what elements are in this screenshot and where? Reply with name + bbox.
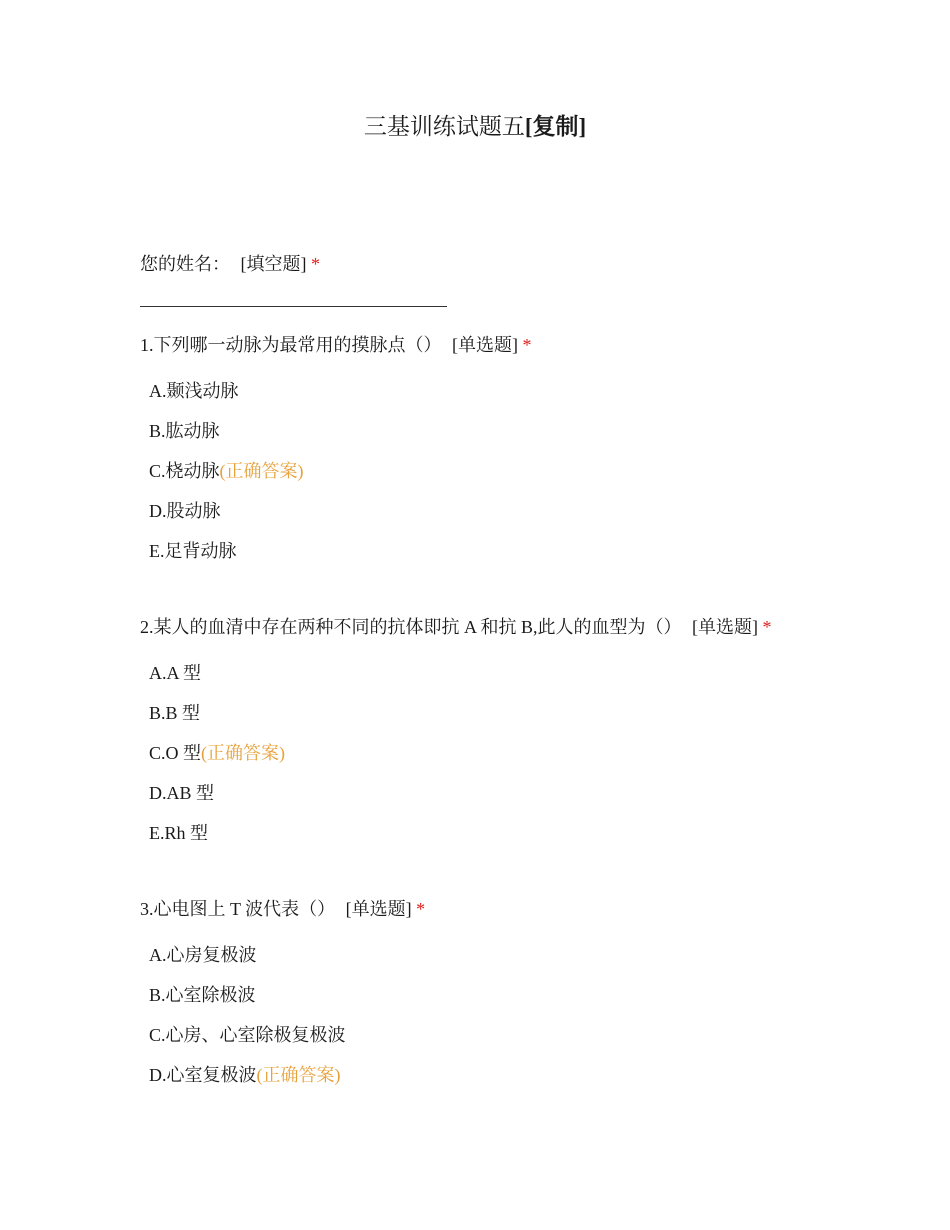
name-question (140, 252, 320, 276)
option-b[interactable] (149, 983, 346, 1023)
question-type: [单选题] (452, 335, 518, 355)
option-label: A.心房复极波 (149, 945, 257, 965)
question-text: 2.某人的血清中存在两种不同的抗体即抗 A 和抗 B,此人的血型为（） (140, 617, 682, 637)
option-label: B.肱动脉 (149, 421, 220, 441)
option-label: C.心房、心室除极复极波 (149, 1025, 346, 1045)
option-label: A.A 型 (149, 663, 202, 683)
option-label: D.股动脉 (149, 501, 221, 521)
question-3-options (149, 943, 346, 1103)
option-e[interactable] (149, 821, 285, 861)
option-label: E.足背动脉 (149, 541, 237, 561)
option-label: C.桡动脉 (149, 461, 220, 481)
required-star: * (522, 335, 532, 355)
option-label: E.Rh 型 (149, 823, 209, 843)
option-b[interactable] (149, 419, 304, 459)
correct-answer-tag: (正确答案) (201, 743, 286, 763)
correct-answer-tag: (正确答案) (219, 461, 304, 481)
question-text: 1.下列哪一动脉为最常用的摸脉点（） (140, 335, 442, 355)
correct-answer-tag: (正确答案) (256, 1065, 341, 1085)
question-2 (140, 615, 772, 639)
option-d[interactable] (149, 781, 285, 821)
required-star: * (311, 254, 320, 274)
option-a[interactable] (149, 661, 285, 701)
option-b[interactable] (149, 701, 285, 741)
question-1-options (149, 379, 304, 579)
option-d[interactable] (149, 499, 304, 539)
question-type: [单选题] (345, 899, 412, 919)
question-type: [单选题] (692, 617, 759, 637)
question-2-options (149, 661, 285, 861)
option-label: D.心室复极波 (149, 1065, 257, 1085)
option-label: B.B 型 (149, 703, 201, 723)
required-star: * (416, 899, 426, 919)
name-answer-line[interactable] (140, 306, 447, 307)
question-3 (140, 897, 425, 921)
option-c[interactable] (149, 1023, 346, 1063)
page-title (0, 112, 950, 142)
option-c[interactable] (149, 741, 285, 781)
option-label: C.O 型 (149, 743, 202, 763)
option-c[interactable] (149, 459, 304, 499)
option-label: A.颞浅动脉 (149, 381, 239, 401)
option-e[interactable] (149, 539, 304, 579)
title-suffix: [复制] (524, 114, 587, 139)
question-text: 3.心电图上 T 波代表（） (140, 899, 336, 919)
option-d[interactable] (149, 1063, 346, 1103)
question-1 (140, 333, 532, 357)
option-a[interactable] (149, 379, 304, 419)
name-question-label: 您的姓名： (140, 254, 230, 274)
option-label: B.心室除极波 (149, 985, 256, 1005)
name-question-type: [填空题] (240, 254, 307, 274)
option-a[interactable] (149, 943, 346, 983)
option-label: D.AB 型 (149, 783, 215, 803)
title-main: 三基训练试题五 (363, 114, 525, 139)
required-star: * (762, 617, 772, 637)
